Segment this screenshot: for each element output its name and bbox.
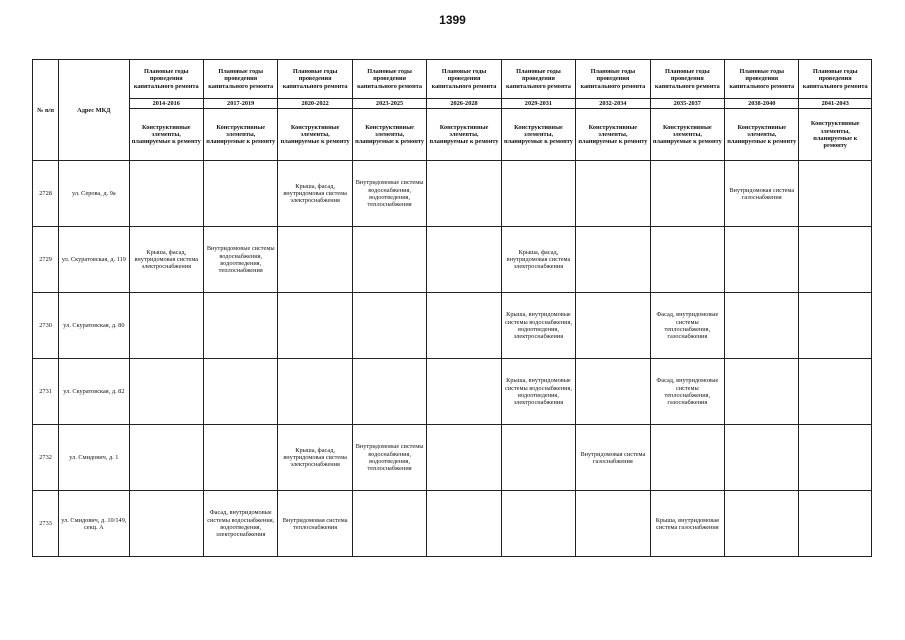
repair-cell	[650, 425, 724, 491]
repair-cell	[129, 161, 203, 227]
num-header: № п/п	[33, 60, 59, 161]
repair-cell	[501, 161, 575, 227]
repair-cell	[203, 425, 277, 491]
elements-header: Конструктивные элементы, планируемые к ремонту	[799, 109, 872, 161]
repair-cell: Фасад, внутридомовые системы теплоснабжения, газоснабжения	[650, 293, 724, 359]
elements-header: Конструктивные элементы, планируемые к ремонту	[129, 109, 203, 161]
period-header: Плановые годы проведения капитального ремонта	[799, 60, 872, 99]
repair-cell	[725, 425, 799, 491]
repair-cell: Внутридомовые системы водоснабжения, водоотведения, теплоснабжения	[203, 227, 277, 293]
repair-cell	[799, 425, 872, 491]
repair-cell	[650, 227, 724, 293]
row-number: 2728	[33, 161, 59, 227]
elements-header: Конструктивные элементы, планируемые к ремонту	[576, 109, 650, 161]
row-address: ул. Смидович, д. 10/149, секц. А	[59, 491, 129, 557]
row-number: 2733	[33, 491, 59, 557]
table-row	[33, 227, 872, 293]
repair-cell: Крыша, фасад, внутридомовая система электроснабжения	[278, 425, 352, 491]
repair-cell: Крыша, внутридомовая система газоснабжения	[650, 491, 724, 557]
years-header: 2041-2043	[799, 99, 872, 109]
repair-cell	[725, 293, 799, 359]
elements-header: Конструктивные элементы, планируемые к ремонту	[501, 109, 575, 161]
repair-cell	[278, 293, 352, 359]
period-header: Плановые годы проведения капитального ремонта	[427, 60, 501, 99]
repair-cell	[799, 161, 872, 227]
table-row	[33, 293, 872, 359]
repair-cell	[650, 161, 724, 227]
repair-cell: Внутридомовые системы водоснабжения, водоотведения, теплоснабжения	[352, 161, 426, 227]
row-address: ул. Скуратовская, д. 82	[59, 359, 129, 425]
row-address: ул. Смидович, д. 1	[59, 425, 129, 491]
repair-cell	[576, 359, 650, 425]
row-number: 2731	[33, 359, 59, 425]
repair-cell	[352, 359, 426, 425]
table-row	[33, 425, 872, 491]
repair-cell: Внутридомовая система газоснабжения	[576, 425, 650, 491]
repair-cell	[203, 293, 277, 359]
repair-cell	[203, 161, 277, 227]
elements-header: Конструктивные элементы, планируемые к ремонту	[278, 109, 352, 161]
repair-cell	[278, 359, 352, 425]
header-row-periods	[33, 60, 872, 99]
years-header: 2017-2019	[203, 99, 277, 109]
repair-cell: Фасад, внутридомовые системы водоснабжения, водоотведения, электроснабжения	[203, 491, 277, 557]
row-address: ул. Серова, д. 9а	[59, 161, 129, 227]
table-row	[33, 359, 872, 425]
capital-repair-plan-table	[32, 59, 872, 557]
years-header: 2026-2028	[427, 99, 501, 109]
repair-cell	[427, 161, 501, 227]
repair-cell: Крыша, внутридомовые системы водоснабжения, водоотведения, электроснабжения	[501, 359, 575, 425]
table-row	[33, 491, 872, 557]
repair-cell	[799, 359, 872, 425]
repair-cell: Крыша, фасад, внутридомовая система электроснабжения	[501, 227, 575, 293]
row-number: 2730	[33, 293, 59, 359]
repair-cell	[427, 491, 501, 557]
repair-cell: Крыша, фасад, внутридомовая система электроснабжения	[129, 227, 203, 293]
years-header: 2020-2022	[278, 99, 352, 109]
repair-cell	[501, 425, 575, 491]
repair-cell	[427, 227, 501, 293]
period-header: Плановые годы проведения капитального ремонта	[501, 60, 575, 99]
period-header: Плановые годы проведения капитального ремонта	[576, 60, 650, 99]
years-header: 2032-2034	[576, 99, 650, 109]
repair-cell: Крыша, внутридомовые системы водоснабжения, водоотведения, электроснабжения	[501, 293, 575, 359]
years-header: 2023-2025	[352, 99, 426, 109]
repair-cell	[576, 293, 650, 359]
repair-cell	[352, 293, 426, 359]
period-header: Плановые годы проведения капитального ремонта	[129, 60, 203, 99]
repair-cell	[129, 359, 203, 425]
repair-cell	[427, 425, 501, 491]
repair-cell	[576, 161, 650, 227]
elements-header: Конструктивные элементы, планируемые к ремонту	[427, 109, 501, 161]
repair-cell	[129, 425, 203, 491]
repair-cell	[352, 491, 426, 557]
row-number: 2732	[33, 425, 59, 491]
period-header: Плановые годы проведения капитального ремонта	[650, 60, 724, 99]
repair-cell	[427, 359, 501, 425]
years-header: 2014-2016	[129, 99, 203, 109]
repair-cell: Фасад, внутридомовые системы теплоснабжения, газоснабжения	[650, 359, 724, 425]
elements-header: Конструктивные элементы, планируемые к ремонту	[650, 109, 724, 161]
repair-cell	[203, 359, 277, 425]
repair-cell: Крыша, фасад, внутридомовая система электроснабжения	[278, 161, 352, 227]
years-header: 2038-2040	[725, 99, 799, 109]
repair-cell	[725, 359, 799, 425]
period-header: Плановые годы проведения капитального ремонта	[203, 60, 277, 99]
repair-cell	[501, 491, 575, 557]
elements-header: Конструктивные элементы, планируемые к ремонту	[203, 109, 277, 161]
repair-cell	[352, 227, 426, 293]
repair-cell	[129, 491, 203, 557]
row-address: ул. Скуратовская, д. 119	[59, 227, 129, 293]
elements-header: Конструктивные элементы, планируемые к ремонту	[352, 109, 426, 161]
page-number: 1399	[439, 13, 466, 27]
period-header: Плановые годы проведения капитального ремонта	[352, 60, 426, 99]
elements-header: Конструктивные элементы, планируемые к ремонту	[725, 109, 799, 161]
years-header: 2029-2031	[501, 99, 575, 109]
repair-cell: Внутридомовая система теплоснабжения	[278, 491, 352, 557]
repair-cell	[427, 293, 501, 359]
years-header: 2035-2037	[650, 99, 724, 109]
header-row-elements	[33, 109, 872, 161]
repair-cell	[278, 227, 352, 293]
repair-cell	[129, 293, 203, 359]
header-row-years	[33, 99, 872, 109]
period-header: Плановые годы проведения капитального ремонта	[725, 60, 799, 99]
repair-cell	[576, 491, 650, 557]
row-address: ул. Скуратовская, д. 80	[59, 293, 129, 359]
repair-cell	[725, 227, 799, 293]
table-row	[33, 161, 872, 227]
repair-cell	[799, 491, 872, 557]
repair-cell	[799, 293, 872, 359]
period-header: Плановые годы проведения капитального ремонта	[278, 60, 352, 99]
repair-cell: Внутридомовые системы водоснабжения, водоотведения, теплоснабжения	[352, 425, 426, 491]
address-header: Адрес МКД	[59, 60, 129, 161]
repair-cell	[799, 227, 872, 293]
repair-cell	[725, 491, 799, 557]
repair-cell	[576, 227, 650, 293]
repair-cell: Внутридомовая система газоснабжения	[725, 161, 799, 227]
row-number: 2729	[33, 227, 59, 293]
